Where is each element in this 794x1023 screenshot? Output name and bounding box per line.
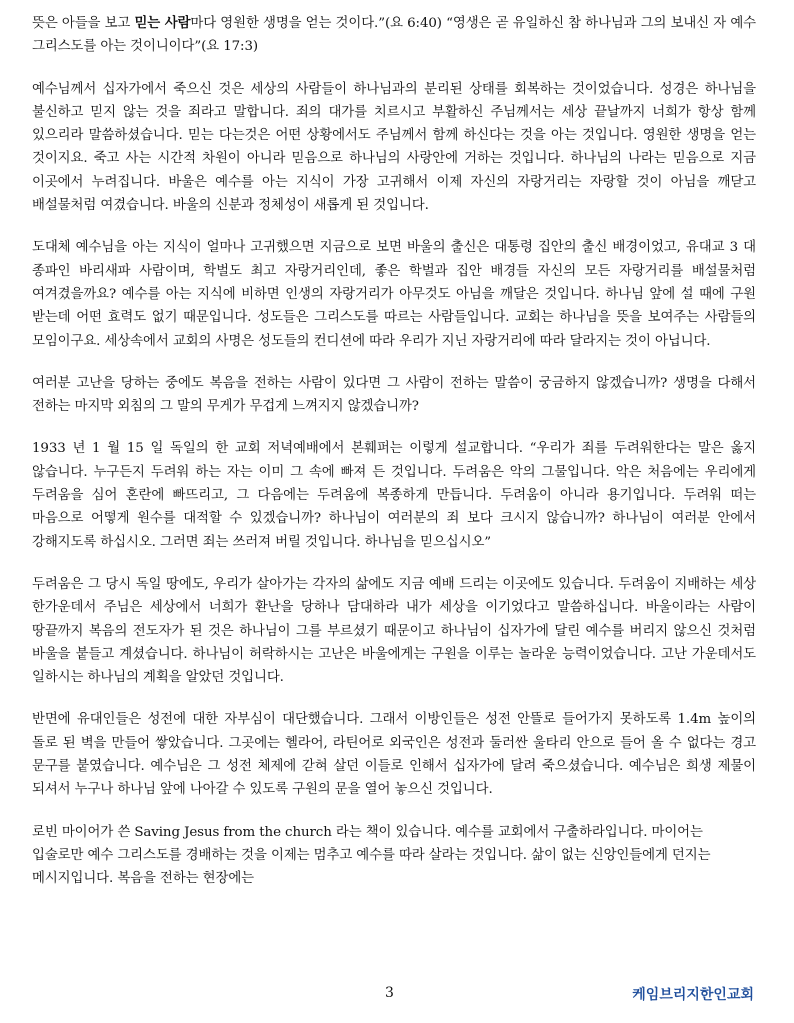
paragraph-8: 로빈 마이어가 쓴 Saving Jesus from the church 라는 책이 있습니다. 예수를 교회에서 구출하라입니다. 마이어는 입술로만 예수 그리스도를 경배하는 것을 이제는 멈추고 예수를 따라 살라는 것입니다. 삶이 없는 신앙인들에게 던지는 메시지입니다. 복음을 전하는 현장에는 bbox=[32, 824, 711, 887]
paragraph-1-lead: 뜻은 아들을 보고 bbox=[32, 16, 135, 31]
paragraph-5: 1933 년 1 월 15 일 독일의 한 교회 저녁예배에서 본훼퍼는 이렇게 설교합니다. “우리가 죄를 두려워한다는 말은 옳지 않습니다. 누구든지 두려워 하는 자는 이미 그 속에 빠져 든 것입니다. 두려움은 악의 그물입니다. 악은 처음에는 우리에게 두려움을 심어 혼란에 빠뜨리고, 그 다음에는 두려움에 복종하게 만듭니다. 두려움이 아니라 용기입니다. 두려워 떠는 마음으로 어떻게 원수를 대적할 수 있겠습니까? 하나님이 여러분의 죄 보다 크시지 않습니까? 하나님이 여러분 안에서 강해지도록 하십시오. 그러면 죄는 쓰러져 버릴 것입니다. 하나님을 믿으십시오” bbox=[32, 441, 756, 550]
emphasis-text: 믿는 사람 bbox=[134, 15, 191, 31]
paragraph-2: 예수님께서 십자가에서 죽으신 것은 세상의 사람들이 하나님과의 분리된 상태를 회복하는 것이었습니다. 성경은 하나님을 불신하고 믿지 않는 것을 죄라고 말합니다. 죄의 대가를 치르시고 부활하신 주님께서는 세상 끝날까지 너희가 항상 함께 있으리라 말씀하셨습니다. 믿는 다는것은 어떤 상황에서도 주님께서 함께 하신다는 것을 아는 것입니다. 영원한 생명을 얻는 것이지요. 죽고 사는 시간적 차원이 아니라 믿음으로 하나님의 사랑안에 거하는 것입니다. 하나님의 나라는 믿음으로 지금 이곳에서 누려집니다. 바울은 예수를 아는 지식이 가장 고귀해서 이제 자신의 자랑거리는 자랑할 것이 아님을 깨닫고 배설물처럼 여겼습니다. 바울의 신분과 정체성이 새롭게 된 것입니다. bbox=[32, 81, 756, 214]
paragraph-1-rest: 마다 영원한 생명을 얻는 것이다.”(요 6:40) “영생은 곧 유일하신 참 하나님과 그의 보내신 자 예수 그리스도를 아는 것이니이다”(요 17:3) bbox=[32, 16, 756, 55]
paragraph-1 bbox=[32, 12, 756, 59]
page-number: 3 bbox=[385, 985, 394, 1001]
document-body bbox=[32, 12, 756, 910]
paragraph-4: 여러분 고난을 당하는 중에도 복음을 전하는 사람이 있다면 그 사람이 전하는 말씀이 궁금하지 않겠습니까? 생명을 다해서 전하는 마지막 외침의 그 말의 무게가 무겁게 느껴지지 않겠습니까? bbox=[32, 375, 756, 415]
church-name: 케임브리지한인교회 bbox=[632, 987, 754, 1003]
paragraph-3: 도대체 예수님을 아는 지식이 얼마나 고귀했으면 지금으로 보면 바울의 출신은 대통령 집안의 출신 배경이었고, 유대교 3 대 종파인 바리새파 사람이며, 학벌도 최고 자랑거리인데, 좋은 학벌과 집안 배경들 자신의 모든 자랑거리를 배설물처럼 여겨겼을까요? 예수를 아는 지식에 비하면 인생의 자랑거리가 아무것도 아님을 깨달은 것입니다. 하나님 앞에 설 때에 구원 받는데 어떤 효력도 없기 때문입니다. 성도들은 그리스도를 따르는 사람들입니다. 교회는 하나님을 뜻을 보여주는 사람들의 모임이구요. 세상속에서 교회의 사명은 성도들의 컨디션에 따라 우리가 지닌 자랑거리에 따라 달라지는 것이 아닙니다. bbox=[32, 240, 756, 349]
paragraph-7: 반면에 유대인들은 성전에 대한 자부심이 대단했습니다. 그래서 이방인들은 성전 안뜰로 들어가지 못하도록 1.4m 높이의 돌로 된 벽을 만들어 쌓았습니다. 그곳에는 헬라어, 라틴어로 외국인은 성전과 둘러싼 울타리 안으로 들어 올 수 없다는 경고 문구를 붙였습니다. 예수님은 그 성전 체제에 갇혀 살던 이들로 인해서 십자가에 달려 죽으셨습니다. 예수님은 희생 제물이 되셔서 누구나 하나님 앞에 나아갈 수 있도록 구원의 문을 열어 놓으신 것입니다. bbox=[32, 712, 756, 798]
paragraph-6: 두려움은 그 당시 독일 땅에도, 우리가 살아가는 각자의 삶에도 지금 예배 드리는 이곳에도 있습니다. 두려움이 지배하는 세상 한가운데서 주님은 세상에서 너희가 환난을 당하나 담대하라 내가 세상을 이기었다고 말씀하십니다. 바울이라는 사람이 땅끝까지 복음의 전도자가 된 것은 하나님이 그를 부르셨기 때문이고 하나님이 십자가에 달린 예수를 버리지 않으신 것처럼 바울을 붙들고 계셨습니다. 하나님이 허락하시는 고난은 바울에게는 구원을 이루는 놀라운 능력이었습니다. 고난 가운데서도 일하시는 하나님의 계획을 알았던 것입니다. bbox=[32, 576, 756, 686]
